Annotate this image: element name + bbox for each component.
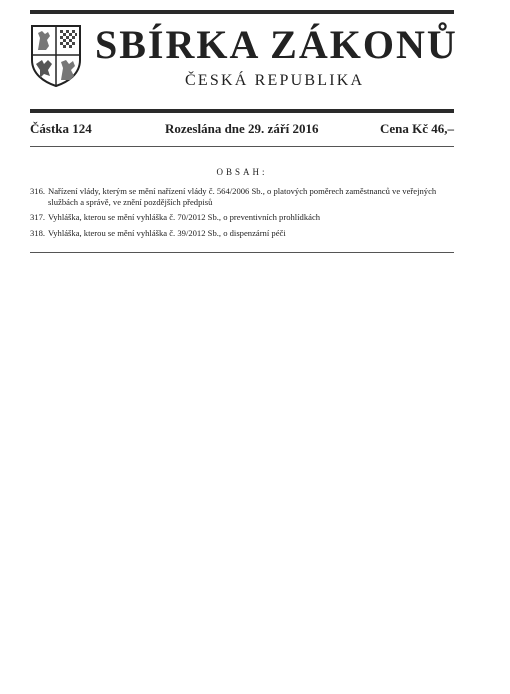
- meta-rule: [30, 146, 454, 147]
- entry-text: Vyhláška, kterou se mění vyhláška č. 70/2012 Sb., o preventivních prohlídkách: [48, 212, 321, 222]
- contents-entry: [30, 186, 456, 208]
- contents-heading: OBSAH:: [216, 167, 268, 177]
- entry-number: 316.: [30, 186, 46, 196]
- issue-price: Cena Kč 46,–: [379, 121, 454, 136]
- top-rule: [30, 10, 454, 14]
- collection-title: SBÍRKA ZÁKONŮ: [95, 22, 458, 67]
- state-coat-of-arms-icon: [30, 24, 82, 87]
- entry-text: Vyhláška, kterou se mění vyhláška č. 39/2012 Sb., o dispenzární péči: [48, 228, 286, 238]
- entry-number: 317.: [30, 212, 46, 222]
- issue-date: Rozeslána dne 29. září 2016: [165, 121, 319, 136]
- entry-text: Nařízení vlády, kterým se mění nařízení vlády č. 564/2006 Sb., o platových poměrech zaměstnanců ve veřejných službách a správě, ve znění pozdějších předpisů: [48, 186, 437, 207]
- contents-entry: [30, 212, 456, 223]
- contents-entry: [30, 228, 456, 239]
- country-subtitle: ČESKÁ REPUBLIKA: [185, 72, 365, 89]
- contents-end-rule: [30, 252, 454, 253]
- header-rule: [30, 109, 454, 113]
- issue-part: Částka 124: [30, 121, 92, 136]
- entry-number: 318.: [30, 228, 46, 238]
